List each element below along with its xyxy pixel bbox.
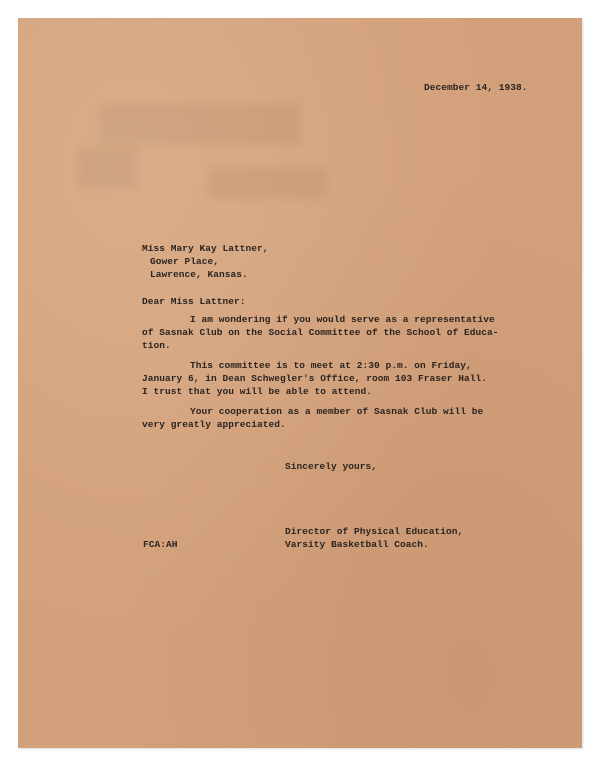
paragraph-3-line-2: very greatly appreciated. <box>142 419 286 430</box>
recipient-name: Miss Mary Kay Lattner, <box>142 243 269 254</box>
letter-page <box>18 18 582 748</box>
paper-smudge <box>100 104 300 144</box>
paragraph-2-line-1: This committee is to meet at 2:30 p.m. on Friday, <box>190 360 472 371</box>
recipient-street: Gower Place, <box>150 256 220 267</box>
signature-title-2: Varsity Basketball Coach. <box>285 539 429 550</box>
paragraph-2-line-3: I trust that you will be able to attend. <box>142 386 373 397</box>
salutation: Dear Miss Lattner: <box>142 296 246 307</box>
signature-title-1: Director of Physical Education, <box>285 526 464 537</box>
paper-smudge <box>78 148 138 188</box>
paragraph-3-line-1: Your cooperation as a member of Sasnak Club will be <box>190 406 484 417</box>
paragraph-1-line-2: of Sasnak Club on the Social Committee of the School of Educa- <box>142 327 499 338</box>
closing: Sincerely yours, <box>285 461 378 472</box>
recipient-city: Lawrence, Kansas. <box>150 269 248 280</box>
paper-smudge <box>208 168 328 198</box>
paragraph-1-line-1: I am wondering if you would serve as a representative <box>190 314 495 325</box>
letter-date: December 14, 1938. <box>424 82 528 93</box>
reference-initials: FCA:AH <box>143 539 178 550</box>
paragraph-2-line-2: January 6, in Dean Schwegler's Office, room 103 Fraser Hall. <box>142 373 488 384</box>
paragraph-1-line-3: tion. <box>142 340 171 351</box>
